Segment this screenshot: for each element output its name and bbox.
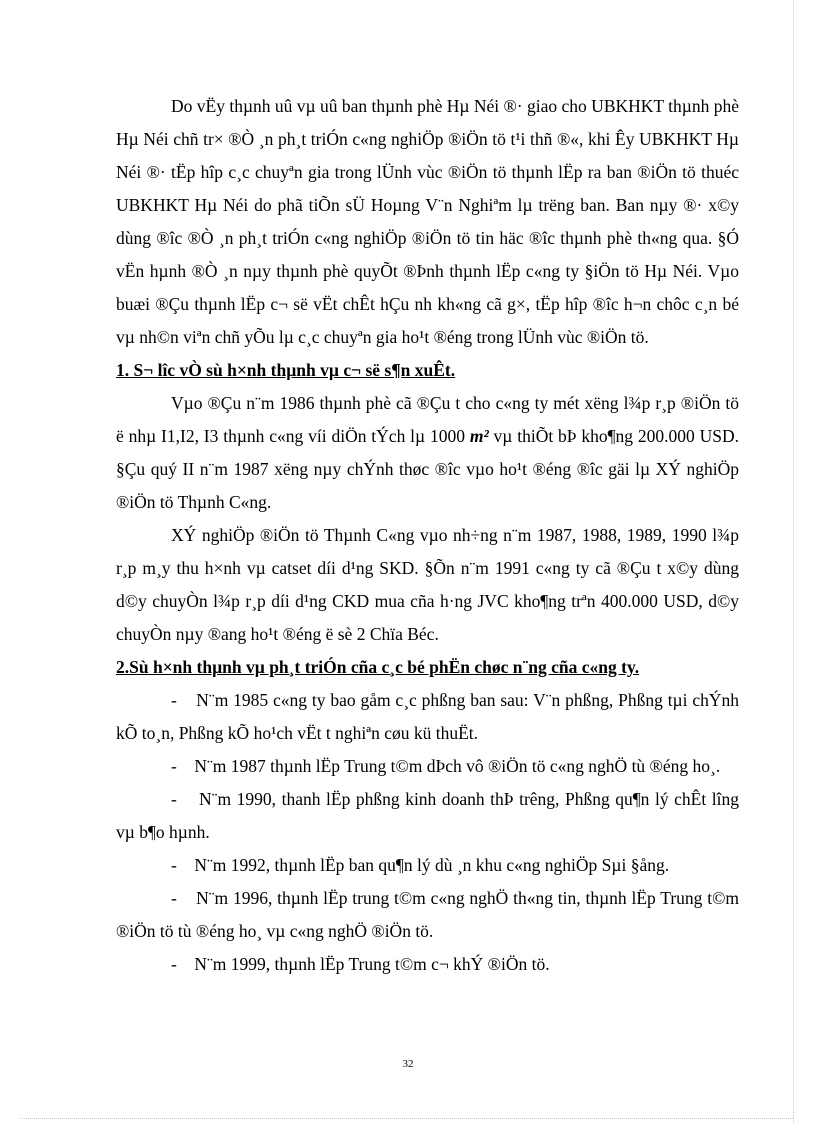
paragraph-workshop-part-1: Vµo ®Çu n¨m 1986 thµnh phè cã ®Çu t cho c«ng ty mét xëng l¾p r¸p ®iÖn tö ë nhµ I1,I2, I3 thµnh c«ng víi diÖn tÝch lµ 1000 xyxy=(116,393,739,446)
page-frame-right xyxy=(793,0,794,1123)
section-heading-1: 1. S¬ lîc vÒ sù h×nh thµnh vµ c¬ së s¶n xuÊt. xyxy=(116,360,456,380)
list-dash: - xyxy=(171,954,177,974)
list-item xyxy=(116,948,739,981)
list-item xyxy=(116,750,739,783)
list-item xyxy=(116,882,739,948)
list-dash: - xyxy=(171,756,177,776)
list-item-text: N¨m 1990, thanh lËp phßng kinh doanh thÞ trêng, Phßng qu¶n lý chÊt lîng vµ b¶o hµnh. xyxy=(116,789,739,842)
paragraph-workshop-part-2: vµ thiÕt bÞ kho¶ng 200.000 USD. §Çu quý II n¨m 1987 xëng nµy chÝnh thøc ®îc vµo ho¹t ®éng ®îc gäi lµ XÝ nghiÖp ®iÖn tö Thµnh C«ng. xyxy=(116,426,740,512)
page-frame-bottom xyxy=(20,1118,793,1119)
list-item-text: N¨m 1987 thµnh lËp Trung t©m dÞch vô ®iÖn tö c«ng nghÖ tù ®éng ho¸. xyxy=(194,756,721,776)
list-dash: - xyxy=(171,789,177,809)
section-heading-2: 2.Sù h×nh thµnh vµ ph¸t triÓn cña c¸c bé phËn chøc n¨ng cña c«ng ty. xyxy=(116,657,640,677)
list-item xyxy=(116,783,739,849)
document-body xyxy=(116,90,739,981)
list-item xyxy=(116,684,739,750)
list-item-text: N¨m 1985 c«ng ty bao gåm c¸c phßng ban sau: V¨n phßng, Phßng tµi chÝnh kÕ to¸n, Phßng kÕ ho¹ch vËt t nghiªn cøu kü thuËt. xyxy=(116,690,740,743)
list-item-text: N¨m 1992, thµnh lËp ban qu¶n lý dù ¸n khu c«ng nghiÖp Sµi §ång. xyxy=(194,855,670,875)
list-item-text: N¨m 1996, thµnh lËp trung t©m c«ng nghÖ th«ng tin, thµnh lËp Trung t©m ®iÖn tö tù ®éng ho¸ vµ c«ng nghÖ ®iÖn tö. xyxy=(116,888,739,941)
paragraph-intro: Do vËy thµnh uû vµ uû ban thµnh phè Hµ Néi ®· giao cho UBKHKT thµnh phè Hµ Néi chñ tr× ®Ò ¸n ph¸t triÓn c«ng nghiÖp ®iÖn tö t¹i thñ ®«, khi Êy UBKHKT Hµ Néi ®· tËp hîp c¸c chuyªn gia trong lÜnh vùc ®iÖn tö thµnh lËp ra ban ®iÖn tö thuéc UBKHKT Hµ Néi do phã tiÕn sÜ Hoµng V¨n Nghiªm lµ trëng ban. Ban nµy ®· x©y dùng ®îc ®Ò ¸n ph¸t triÓn c«ng nghiÖp ®iÖn tö tin häc ®îc thµnh phè th«ng qua. §Ó vËn hµnh ®Ò ¸n nµy thµnh phè quyÕt ®Þnh thµnh lËp c«ng ty §iÖn tö Hµ Néi. Vµo buæi ®Çu thµnh lËp c¬ së vËt chÊt hÇu nh kh«ng cã g×, tËp hîp ®îc h¬n chôc c¸n bé vµ nh©n viªn chñ yÕu lµ c¸c chuyªn gia ho¹t ®éng trong lÜnh vùc ®iÖn tö. xyxy=(116,96,739,347)
list-dash: - xyxy=(171,855,177,875)
area-unit: m² xyxy=(469,426,489,446)
page-number: 32 xyxy=(402,1058,414,1070)
list-dash: - xyxy=(171,888,177,908)
list-item xyxy=(116,849,739,882)
list-dash: - xyxy=(171,690,177,710)
list-item-text: N¨m 1999, thµnh lËp Trung t©m c¬ khÝ ®iÖn tö. xyxy=(194,954,550,974)
paragraph-enterprise: XÝ nghiÖp ®iÖn tö Thµnh C«ng vµo nh÷ng n¨m 1987, 1988, 1989, 1990 l¾p r¸p m¸y thu h×nh vµ catset díi d¹ng SKD. §Õn n¨m 1991 c«ng ty cã ®Çu t x©y dùng d©y chuyÒn l¾p r¸p díi d¹ng CKD mua cña h·ng JVC kho¶ng trªn 400.000 USD, d©y chuyÒn nµy ®ang ho¹t ®éng ë sè 2 Chïa Béc. xyxy=(116,525,739,644)
paragraph-workshop xyxy=(116,387,739,519)
